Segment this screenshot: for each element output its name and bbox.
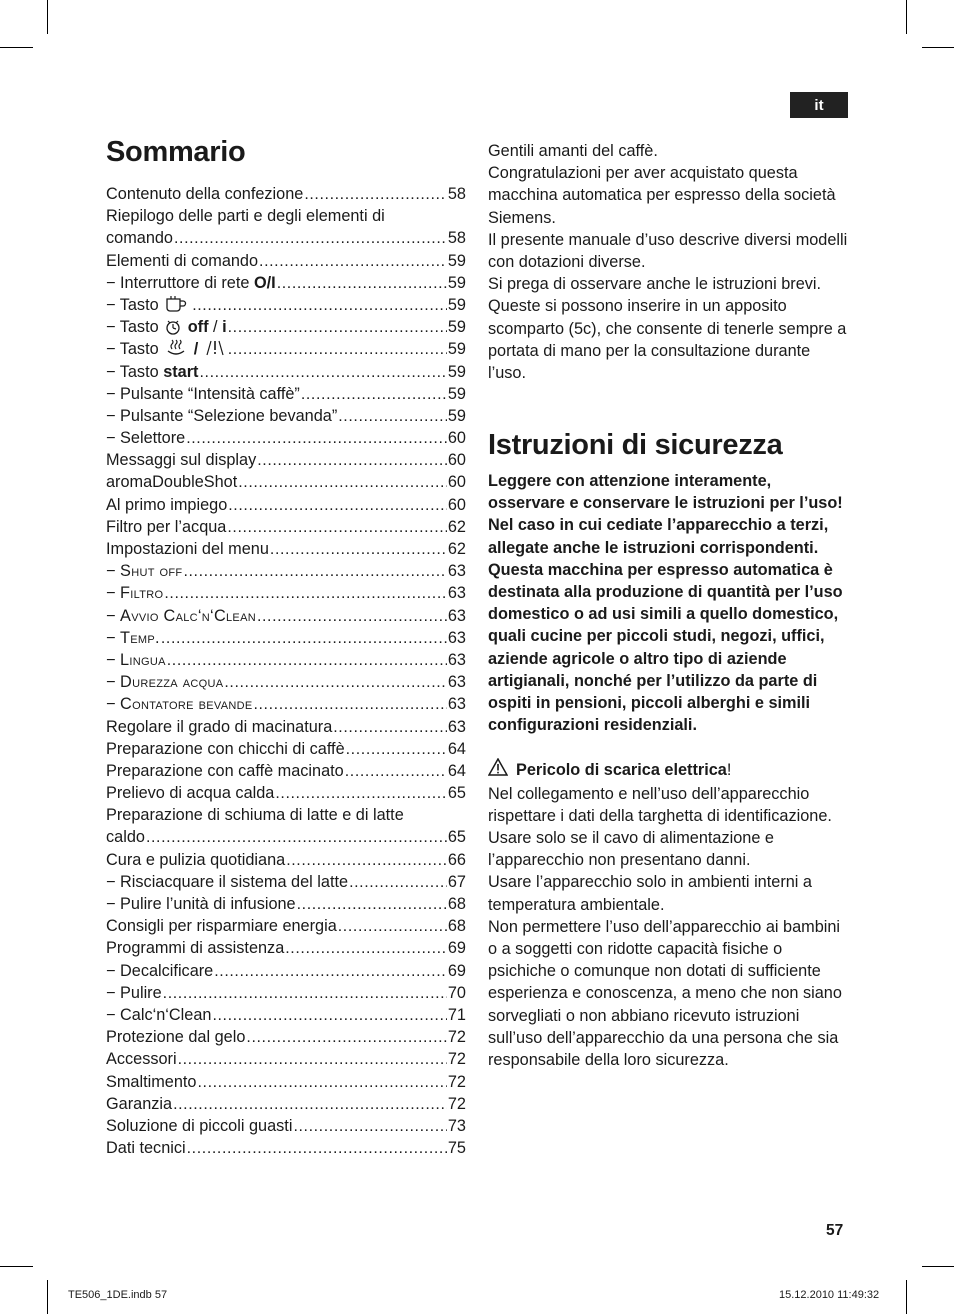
toc-entry-preparazione-di-schiuma-di-latte-e-di-latte[interactable] — [106, 804, 466, 826]
toc-entry-text: − Calc‘n‘Clean — [106, 1005, 212, 1024]
toc-entry-label — [106, 671, 223, 693]
crop-mark — [906, 0, 907, 34]
intro-text — [488, 140, 850, 384]
toc-entry-text: Smaltimento — [106, 1072, 197, 1091]
toc-entry-text: Prelievo di acqua calda — [106, 784, 275, 803]
toc-page-number: 65 — [447, 828, 466, 847]
toc-page-number: 68 — [447, 895, 466, 913]
toc-entry-protezione-dal-gelo[interactable] — [106, 1026, 466, 1048]
toc-entry-text: Contenuto della confezione — [106, 185, 304, 203]
toc-entry-text: − — [106, 695, 121, 714]
toc-page-number: 62 — [447, 540, 466, 558]
toc-entry-messaggi-sul-display[interactable] — [106, 449, 466, 471]
toc-entry-decalcificare[interactable] — [106, 960, 466, 982]
toc-entry-label — [106, 649, 166, 671]
toc-page-number: 71 — [447, 1005, 466, 1024]
toc-leader-dots — [186, 428, 447, 449]
toc-leader-dots — [199, 362, 446, 383]
safety-title: Istruzioni di sicurezza — [488, 429, 783, 461]
toc-entry-al-primo-impiego[interactable] — [106, 494, 466, 516]
toc-entry-soluzione-di-piccoli-guasti[interactable] — [106, 1115, 466, 1137]
toc-entry-text: Preparazione con chicchi di caffè — [106, 739, 345, 758]
toc-entry-selettore[interactable] — [106, 427, 466, 449]
toc-entry-label — [106, 183, 303, 205]
crop-mark — [922, 1266, 954, 1267]
toc-leader-dots — [338, 916, 447, 937]
toc-leader-dots — [275, 783, 447, 804]
toc-entry-comando[interactable] — [106, 227, 466, 249]
toc-leader-dots — [333, 717, 447, 738]
toc-entry-preparazione-con-chicchi-di-caffe[interactable] — [106, 738, 466, 760]
footer-file: TE506_1DE.indb 57 — [68, 1289, 168, 1301]
toc-entry-pulire-l-unita-di-infusione[interactable] — [106, 893, 466, 915]
toc-page-number: 60 — [447, 473, 466, 492]
toc-page-number: 58 — [447, 229, 466, 248]
toc-leader-dots — [192, 295, 447, 316]
toc-page-number: 69 — [447, 939, 466, 958]
toc-entry-prelievo-di-acqua-calda[interactable] — [106, 782, 466, 804]
warning-alert-icon — [205, 339, 225, 360]
page-number: 57 — [826, 1222, 844, 1239]
toc-leader-dots — [297, 894, 447, 915]
crop-mark — [0, 47, 33, 48]
toc-entry-label — [106, 738, 345, 760]
toc-leader-dots — [301, 384, 447, 405]
toc-page-number: 68 — [447, 917, 466, 936]
toc-entry-text: − Tasto — [106, 362, 164, 381]
toc-entry-avvio-calc-n-clean[interactable] — [106, 605, 466, 627]
toc-entry-label — [106, 1093, 172, 1115]
toc-entry-dati-tecnici[interactable] — [106, 1137, 466, 1159]
toc-leader-dots — [228, 339, 447, 360]
toc-page-number: 63 — [447, 628, 466, 647]
toc-entry-text: comando — [106, 229, 173, 248]
toc-entry-label — [106, 627, 160, 649]
toc-entry-label — [106, 361, 198, 383]
toc-entry-smaltimento[interactable] — [106, 1071, 466, 1093]
toc-entry-label — [106, 1048, 177, 1070]
toc-page-number: 73 — [447, 1116, 466, 1135]
toc-entry-text: aromaDoubleShot — [106, 473, 238, 492]
toc-leader-dots — [253, 694, 446, 715]
toc-entry-text: Regolare il grado di macinatura — [106, 717, 333, 736]
toc-entry-text: Preparazione con caffè macinato — [106, 761, 344, 780]
toc-entry-text: start — [163, 362, 199, 381]
clock-icon — [165, 319, 181, 338]
footer-datetime: 15.12.2010 11:49:32 — [779, 1289, 880, 1301]
toc-leader-dots — [277, 273, 447, 294]
toc-entry-pulsante-selezione-bevanda[interactable] — [106, 405, 466, 427]
toc-leader-dots — [178, 1049, 447, 1070]
toc-entry-label — [106, 294, 191, 316]
toc-entry-label — [106, 205, 385, 227]
toc-page-number: 72 — [447, 1072, 466, 1091]
toc-entry-text: Consigli per risparmiare energia — [106, 917, 337, 936]
toc-entry-text: − Pulire l’unità di infusione — [106, 895, 296, 913]
toc-page-number: 65 — [447, 784, 466, 803]
toc-entry-text: Soluzione di piccoli guasti — [106, 1116, 293, 1135]
toc-entry-elementi-di-comando[interactable] — [106, 250, 466, 272]
toc-entry-text: − Pulsante “Selezione bevanda” — [106, 406, 338, 425]
toc-entry-consigli-per-risparmiare-energia[interactable] — [106, 915, 466, 937]
toc-entry-text: − — [106, 628, 121, 647]
toc-page-number: 63 — [447, 695, 466, 714]
toc-entry-text: O/I — [253, 273, 276, 292]
toc-entry-label — [106, 405, 337, 427]
toc-entry-text: Lingua — [120, 650, 166, 669]
toc-entry-risciacquare-il-sistema-del-latte[interactable] — [106, 871, 466, 893]
toc-leader-dots — [257, 606, 447, 627]
toc-leader-dots — [228, 495, 447, 516]
toc-leader-dots — [338, 406, 447, 427]
toc-entry-label — [106, 427, 185, 449]
toc-entry-label — [106, 782, 274, 804]
toc-leader-dots — [345, 761, 447, 782]
toc-entry-label — [106, 471, 237, 493]
toc-entry-label — [106, 826, 145, 848]
toc-entry-text: Temp. — [120, 628, 160, 647]
toc-entry-text: − Decalcificare — [106, 961, 214, 980]
toc-entry-text: − Tasto — [106, 295, 164, 314]
toc-entry-tasto[interactable] — [106, 338, 466, 360]
toc-page-number: 66 — [447, 850, 466, 869]
toc-leader-dots — [173, 1094, 447, 1115]
toc-entry-text: Elementi di comando — [106, 251, 259, 270]
toc-leader-dots — [293, 1116, 446, 1137]
toc-entry-label — [106, 449, 256, 471]
toc-entry-filtro[interactable] — [106, 582, 466, 604]
toc-entry-interruttore-di-rete-o-i[interactable] — [106, 272, 466, 294]
toc-page-number: 63 — [447, 650, 466, 669]
toc-page-number: 64 — [447, 761, 466, 780]
toc-page-number: 63 — [447, 717, 466, 736]
toc-entry-label — [106, 338, 227, 360]
toc-leader-dots — [214, 961, 447, 982]
table-of-contents — [106, 183, 466, 1159]
toc-entry-text: Durezza acqua — [120, 673, 224, 692]
toc-leader-dots — [183, 561, 446, 582]
toc-entry-text: Garanzia — [106, 1094, 173, 1113]
toc-entry-label — [106, 605, 256, 627]
toc-entry-impostazioni-del-menu[interactable] — [106, 538, 466, 560]
toc-entry-text: / — [208, 318, 223, 337]
toc-entry-durezza-acqua[interactable] — [106, 671, 466, 693]
toc-entry-text: − Pulire — [106, 983, 162, 1002]
toc-entry-text: Al primo impiego — [106, 495, 228, 514]
crop-mark — [47, 0, 48, 34]
toc-page-number: 63 — [447, 673, 466, 692]
toc-entry-text: Protezione dal gelo — [106, 1028, 246, 1047]
toc-entry-label — [106, 383, 300, 405]
toc-entry-text: Contatore bevande — [120, 695, 253, 714]
warning-triangle-icon — [488, 758, 508, 782]
language-tab: it — [790, 92, 848, 118]
toc-entry-label — [106, 516, 226, 538]
toc-entry-text: Avvio Calc‘n‘Clean — [120, 606, 256, 625]
toc-entry-text: caldo — [106, 828, 145, 847]
toc-entry-text: Impostazioni del menu — [106, 540, 269, 558]
toc-entry-label — [106, 893, 296, 915]
toc-leader-dots — [257, 450, 447, 471]
toc-page-number: 59 — [447, 362, 466, 381]
toc-entry-label — [106, 538, 269, 560]
toc-leader-dots — [228, 317, 447, 338]
toc-title: Sommario — [106, 136, 246, 168]
toc-page-number: 59 — [447, 406, 466, 425]
toc-leader-dots — [164, 583, 447, 604]
toc-entry-pulsante-intensita-caffe[interactable] — [106, 383, 466, 405]
toc-entry-text: − — [106, 673, 121, 692]
toc-leader-dots — [167, 650, 447, 671]
toc-entry-text: Filtro — [120, 584, 164, 603]
toc-entry-text: Preparazione di schiuma di latte e di latte — [106, 806, 404, 825]
toc-page-number: 63 — [447, 562, 466, 581]
toc-entry-aromadoubleshot[interactable] — [106, 471, 466, 493]
cups-icon — [165, 295, 189, 316]
crop-mark — [47, 1280, 48, 1314]
toc-page-number: 72 — [447, 1050, 466, 1069]
toc-page-number: 59 — [447, 384, 466, 403]
toc-page-number: 59 — [447, 251, 466, 270]
toc-page-number: 59 — [447, 273, 466, 292]
toc-entry-label — [106, 937, 284, 959]
warning-paragraph: Nel collegamento e nell’uso dell’apparecchio rispettare i dati della targhetta di identificazione. Usare solo se il cavo di alimentazione e l’apparecchio non presentano danni. Usare l’apparecchio solo in ambienti interni a temperatura ambientale. Non permettere l’uso dell’apparecchio ai bambini o a soggetti con ridotte capacità fisiche o psichiche o comunque non dotati di sufficiente esperienza e conoscenza, a meno che non siano sorvegliati o non abbiano ricevuto istruzioni sull’uso dell’apparecchio da una persona che sia responsabile della loro sicurezza. — [488, 784, 842, 1070]
toc-leader-dots — [270, 539, 447, 560]
warning-title-suffix: ! — [726, 761, 732, 780]
toc-entry-text: Accessori — [106, 1050, 177, 1069]
toc-leader-dots — [224, 672, 447, 693]
toc-entry-text: − — [106, 650, 121, 669]
toc-page-number: 62 — [447, 517, 466, 536]
toc-entry-label — [106, 1115, 292, 1137]
toc-leader-dots — [246, 1027, 446, 1048]
toc-entry-label — [106, 316, 227, 338]
toc-leader-dots — [161, 628, 447, 649]
toc-entry-text: off — [183, 318, 209, 337]
toc-page-number: 60 — [447, 429, 466, 448]
crop-mark — [0, 1266, 33, 1267]
toc-entry-label — [106, 560, 182, 582]
safety-bold-paragraph: Leggere con attenzione interamente, osservare e conservare le istruzioni per l’uso! Nel caso in cui cediate l’apparecchio a terzi, allegate anche le istruzioni corrispondenti. Questa macchina per espresso automatica è destinata alla produzione di quantità per l’uso domestico o ad usi simili a quello domestico, quali cucine per piccoli studi, negozi, uffici, aziende agricole o altro tipo di aziende artigianali, nonché per l’utilizzo da parte di ospiti in pensioni, piccoli alberghi e simili configurazioni residenziali. — [488, 472, 843, 735]
toc-entry-text: Filtro per l’acqua — [106, 517, 227, 536]
toc-entry-shut-off[interactable] — [106, 560, 466, 582]
toc-entry-label — [106, 250, 258, 272]
toc-entry-text: Programmi di assistenza — [106, 939, 285, 958]
toc-entry-text: / — [189, 340, 203, 359]
toc-entry-label — [106, 760, 344, 782]
crop-mark — [922, 47, 954, 48]
toc-entry-label — [106, 1004, 211, 1026]
toc-entry-label — [106, 849, 285, 871]
toc-entry-label — [106, 915, 337, 937]
toc-entry-caldo[interactable] — [106, 826, 466, 848]
toc-leader-dots — [198, 1072, 447, 1093]
toc-entry-label — [106, 1137, 186, 1159]
toc-leader-dots — [286, 850, 447, 871]
toc-entry-text: − — [106, 562, 121, 581]
toc-leader-dots — [174, 228, 447, 249]
toc-page-number: 60 — [447, 495, 466, 514]
toc-leader-dots — [212, 1005, 446, 1026]
toc-entry-label — [106, 982, 162, 1004]
toc-leader-dots — [304, 184, 447, 205]
toc-entry-label — [106, 960, 213, 982]
toc-leader-dots — [259, 251, 447, 272]
toc-entry-tasto[interactable] — [106, 294, 466, 316]
toc-page-number: 64 — [447, 739, 466, 758]
toc-entry-regolare-il-grado-di-macinatura[interactable] — [106, 716, 466, 738]
toc-entry-text: Cura e pulizia quotidiana — [106, 850, 286, 869]
toc-entry-contatore-bevande[interactable] — [106, 693, 466, 715]
toc-entry-text: − Tasto — [106, 340, 164, 359]
toc-entry-text: Riepilogo delle parti e degli elementi di — [106, 207, 385, 226]
crop-mark — [906, 1280, 907, 1314]
toc-entry-label — [106, 716, 332, 738]
toc-page-number: 59 — [447, 340, 466, 359]
toc-page-number: 63 — [447, 606, 466, 625]
toc-entry-label — [106, 494, 227, 516]
toc-page-number: 72 — [447, 1028, 466, 1047]
toc-entry-label — [106, 804, 404, 826]
toc-entry-tasto-off-i[interactable] — [106, 316, 466, 338]
toc-entry-label — [106, 1071, 197, 1093]
intro-paragraph: Gentili amanti del caffè. Congratulazioni per aver acquistato questa macchina automatica per espresso della società Siemens. Il presente manuale d’uso descrive diversi modelli con dotazioni diverse. Si prega di osservare anche le istruzioni brevi. Queste si possono inserire in un apposito scomparto (5c), che consente di tenerle sempre a portata di mano per la consultazione durante l’uso. — [488, 142, 848, 383]
toc-page-number: 63 — [447, 584, 466, 603]
toc-leader-dots — [238, 472, 447, 493]
toc-entry-label — [106, 693, 252, 715]
toc-leader-dots — [163, 983, 447, 1004]
toc-page-number: 72 — [447, 1094, 466, 1113]
toc-entry-text: − Tasto — [106, 318, 164, 337]
toc-entry-text: − Risciacquare il sistema del latte — [106, 872, 349, 891]
toc-leader-dots — [346, 739, 447, 760]
toc-entry-contenuto-della-confezione[interactable] — [106, 183, 466, 205]
toc-entry-label — [106, 582, 163, 604]
toc-page-number: 67 — [447, 872, 466, 891]
safety-section — [488, 470, 850, 1071]
toc-entry-text: Shut off — [120, 562, 183, 581]
toc-leader-dots — [349, 872, 447, 893]
toc-entry-preparazione-con-caffe-macinato[interactable] — [106, 760, 466, 782]
toc-entry-text: − Interruttore di rete — [106, 273, 254, 292]
toc-entry-temp[interactable] — [106, 627, 466, 649]
electric-warning-heading — [488, 758, 850, 782]
toc-leader-dots — [285, 938, 447, 959]
steam-icon — [165, 339, 187, 360]
warning-title: Pericolo di scarica elettrica — [516, 761, 727, 780]
toc-page-number: 58 — [447, 185, 466, 203]
toc-entry-label — [106, 272, 276, 294]
toc-entry-cura-e-pulizia-quotidiana[interactable] — [106, 849, 466, 871]
toc-entry-text: i — [222, 318, 227, 337]
toc-entry-text: − — [106, 606, 121, 625]
toc-page-number: 60 — [447, 451, 466, 470]
toc-leader-dots — [187, 1138, 447, 1159]
toc-entry-text: − Pulsante “Intensità caffè” — [106, 384, 300, 403]
toc-page-number: 75 — [447, 1139, 466, 1158]
toc-page-number: 59 — [447, 295, 466, 314]
toc-entry-riepilogo-delle-parti-e-degli-elementi-di[interactable] — [106, 205, 466, 227]
toc-entry-lingua[interactable] — [106, 649, 466, 671]
toc-entry-label — [106, 1026, 245, 1048]
toc-entry-label — [106, 227, 173, 249]
toc-leader-dots — [227, 517, 447, 538]
toc-entry-tasto-start[interactable] — [106, 361, 466, 383]
toc-entry-text: − — [106, 584, 121, 603]
toc-page-number: 70 — [447, 983, 466, 1002]
toc-entry-label — [106, 871, 348, 893]
toc-page-number: 69 — [447, 961, 466, 980]
toc-entry-accessori[interactable] — [106, 1048, 466, 1070]
toc-entry-garanzia[interactable] — [106, 1093, 466, 1115]
toc-entry-pulire[interactable] — [106, 982, 466, 1004]
toc-entry-programmi-di-assistenza[interactable] — [106, 937, 466, 959]
toc-entry-text: Messaggi sul display — [106, 451, 257, 470]
toc-entry-text: Dati tecnici — [106, 1139, 186, 1158]
toc-page-number: 59 — [447, 318, 466, 337]
toc-entry-calc-n-clean[interactable] — [106, 1004, 466, 1026]
toc-leader-dots — [146, 827, 447, 848]
toc-entry-text: − Selettore — [106, 429, 186, 448]
toc-entry-filtro-per-l-acqua[interactable] — [106, 516, 466, 538]
